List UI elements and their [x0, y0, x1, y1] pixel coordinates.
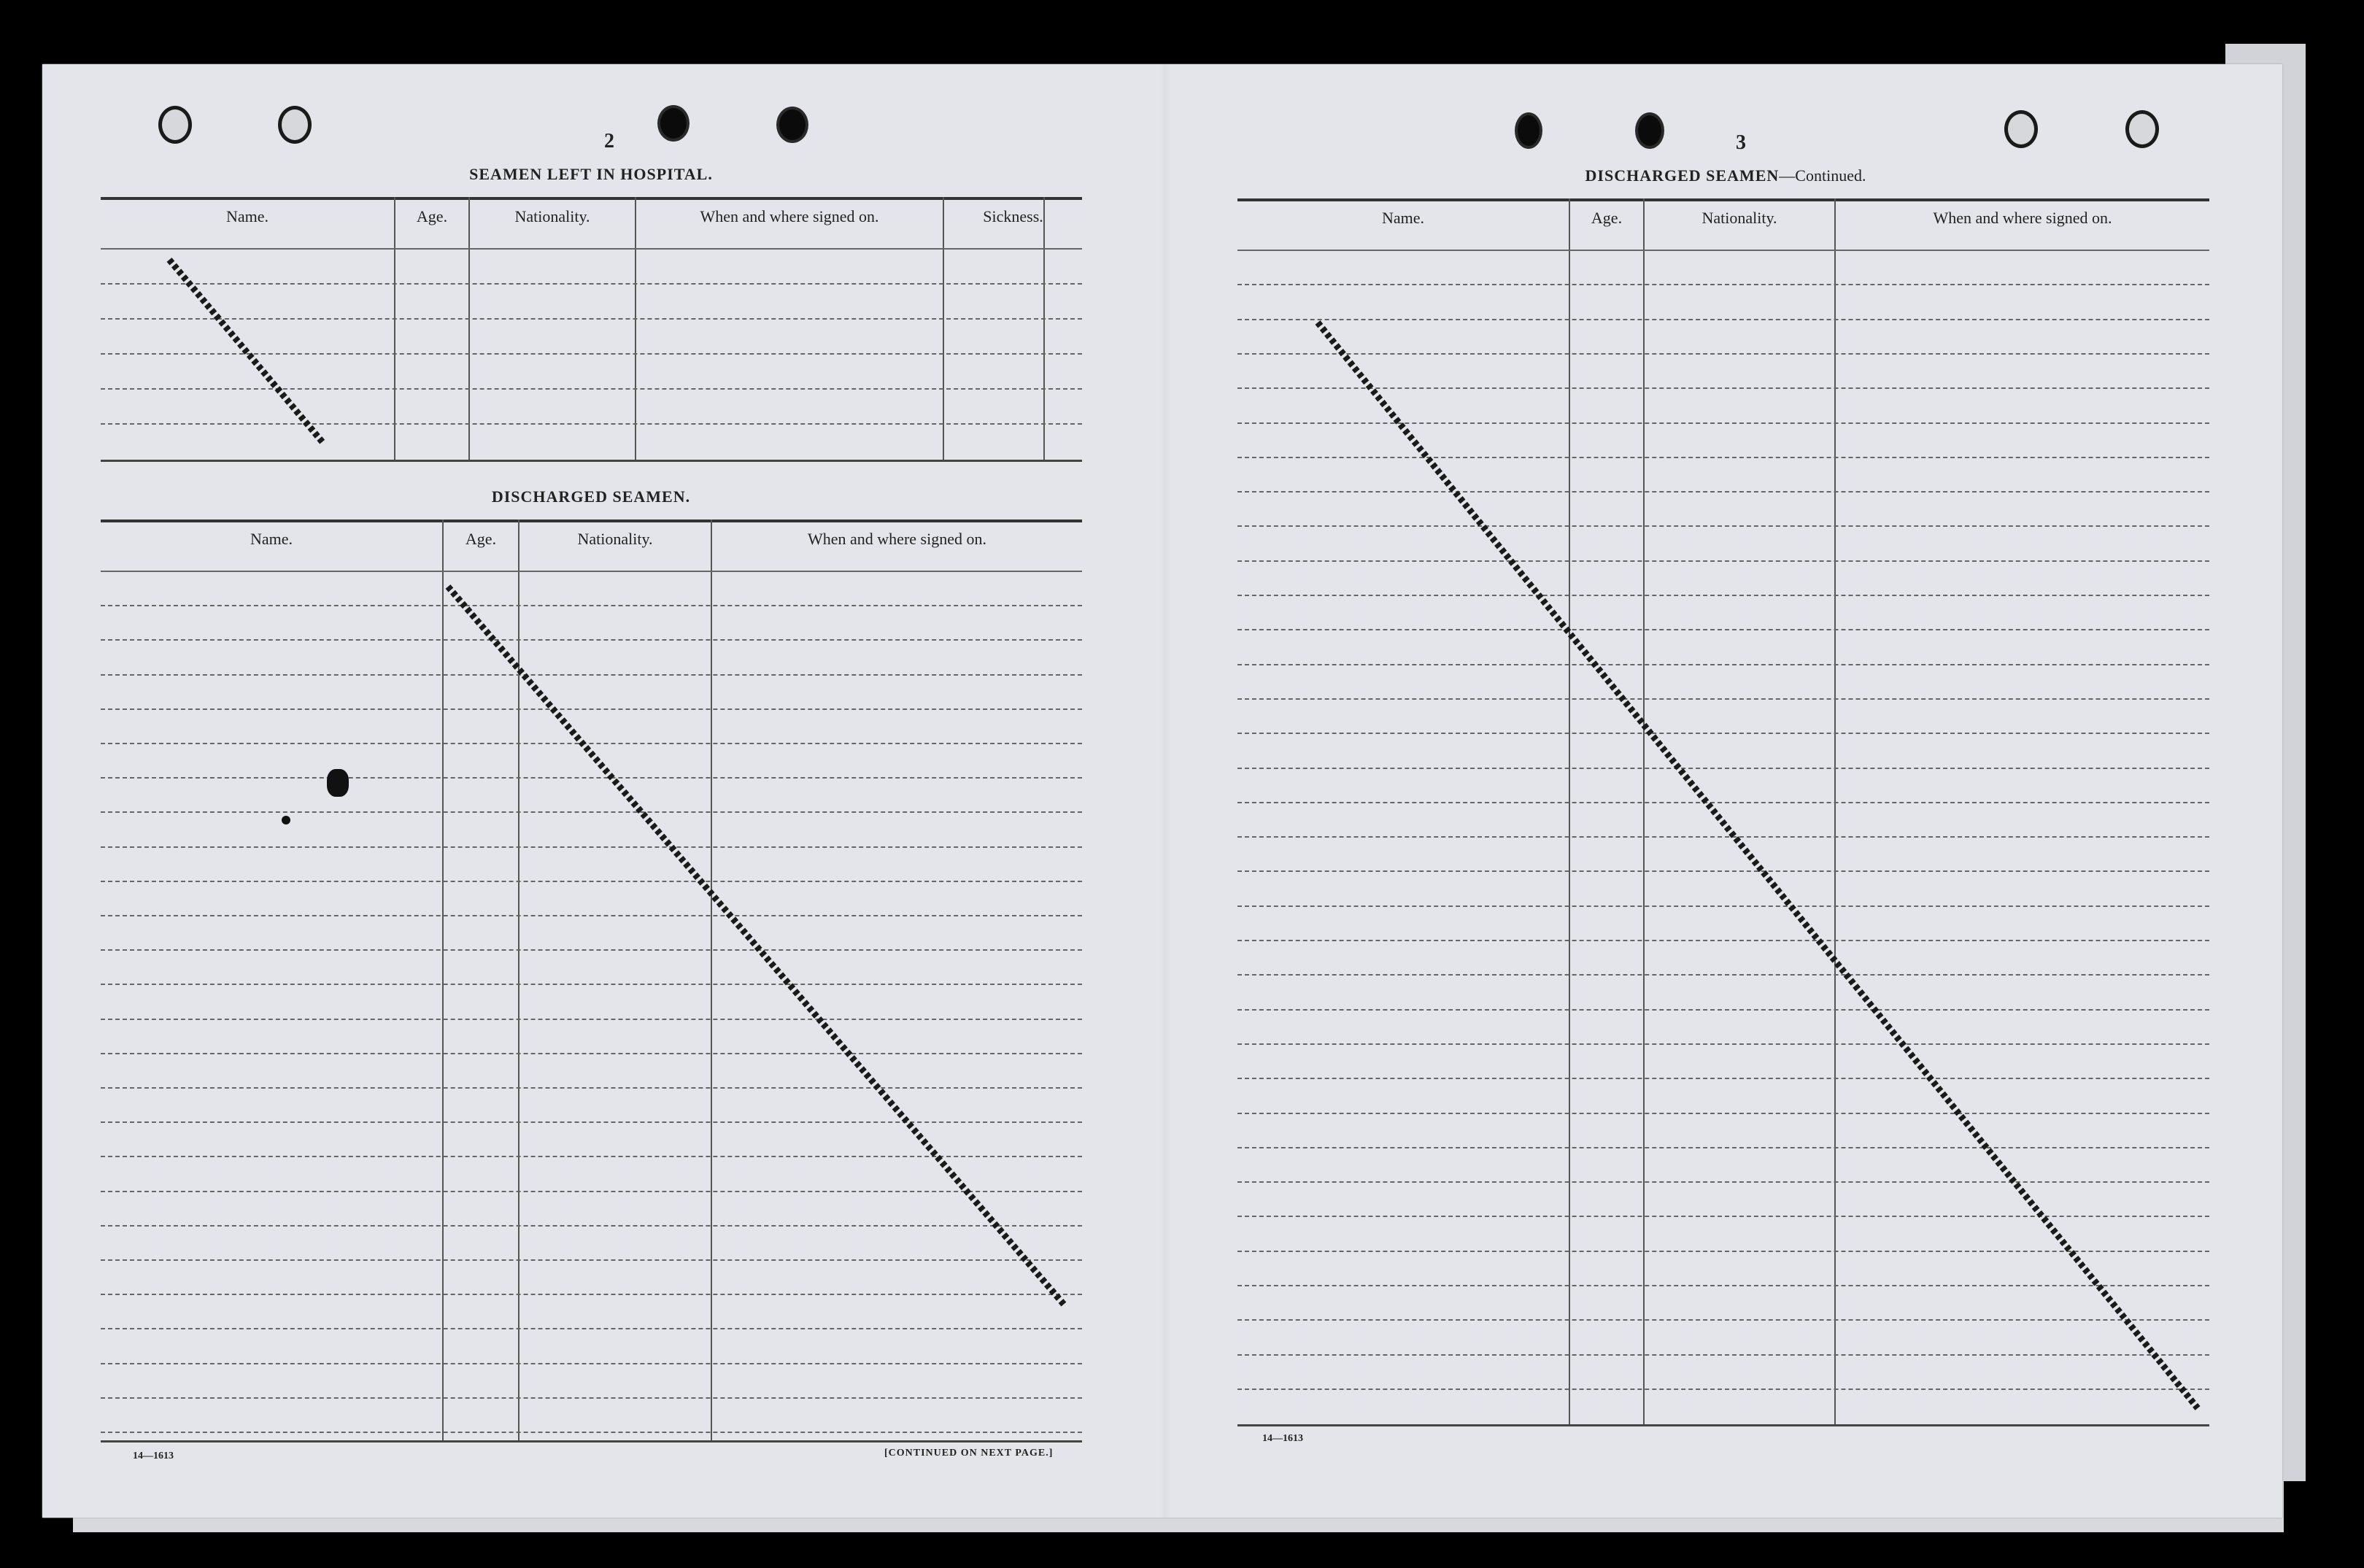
- col-header-signed-on: When and where signed on.: [808, 530, 986, 548]
- col-header-name: Name.: [225, 207, 269, 225]
- discharged-section-title: DISCHARGED SEAMEN.: [491, 487, 691, 506]
- discharged-continued-title-main: DISCHARGED SEAMEN: [1585, 166, 1780, 185]
- strike-line-discharged-right: [1318, 323, 2198, 1408]
- strike-line-hospital: [169, 260, 322, 442]
- col-header-age: Age.: [416, 207, 448, 225]
- ink-speck: [282, 816, 290, 824]
- form-number-right: 14—1613: [1262, 1433, 1303, 1444]
- col-header-age: Age.: [465, 530, 497, 548]
- page-number-right: 3: [1736, 131, 1746, 154]
- hospital-section-title: SEAMEN LEFT IN HOSPITAL.: [469, 165, 713, 183]
- col-header-name: Name.: [250, 530, 293, 548]
- col-header-nationality: Nationality.: [577, 530, 653, 548]
- continued-note: [CONTINUED ON NEXT PAGE.]: [884, 1448, 1054, 1459]
- col-header-nationality: Nationality.: [514, 207, 590, 225]
- col-header-name: Name.: [1381, 209, 1425, 227]
- ink-blot: [327, 769, 349, 797]
- col-header-age: Age.: [1591, 209, 1623, 227]
- form-number-left: 14—1613: [133, 1451, 174, 1461]
- strike-line-discharged-left: [448, 587, 1065, 1306]
- discharged-continued-title-suffix: —Continued.: [1779, 166, 1866, 185]
- col-header-signed-on: When and where signed on.: [1933, 209, 2112, 227]
- col-header-nationality: Nationality.: [1701, 209, 1777, 227]
- col-header-sickness: Sickness.: [983, 207, 1043, 225]
- page-number-left: 2: [604, 130, 614, 152]
- col-header-signed-on: When and where signed on.: [700, 207, 879, 225]
